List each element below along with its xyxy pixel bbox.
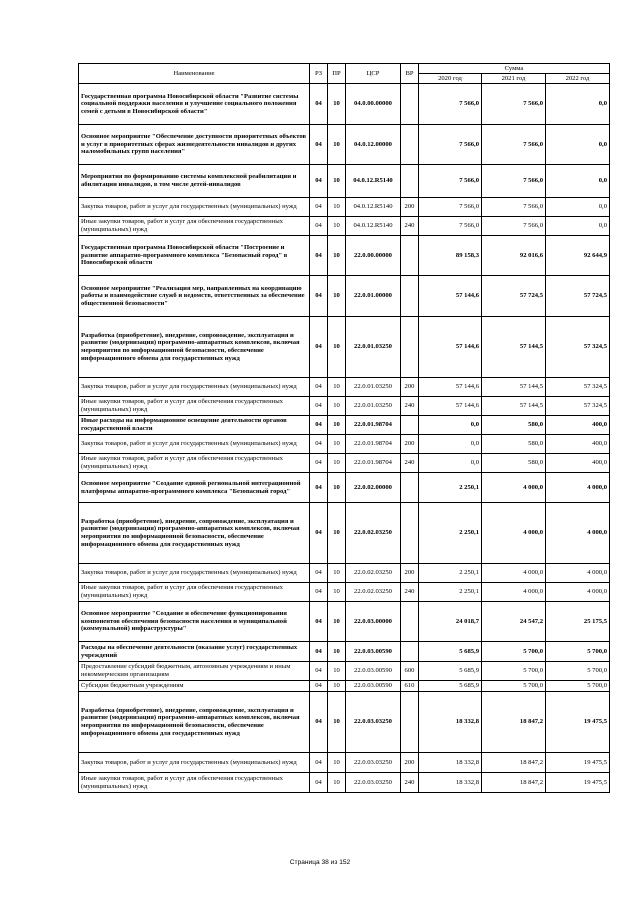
row-rz: 04	[310, 378, 328, 397]
table-row	[79, 165, 610, 198]
row-vr: 240	[401, 397, 419, 416]
header-pr: ПР	[328, 64, 346, 84]
row-sum-2021: 5 700,0	[482, 662, 546, 681]
row-vr	[401, 317, 419, 378]
row-sum-2022: 92 644,9	[546, 236, 610, 276]
row-vr	[401, 692, 419, 753]
row-pr: 10	[328, 564, 346, 583]
row-sum-2022: 57 324,5	[546, 317, 610, 378]
row-csr: 22.0.03.03250	[346, 773, 401, 793]
row-name: Иные закупки товаров, работ и услуг для обеспечения государственных (муниципальных) нужд	[79, 454, 310, 473]
row-vr: 200	[401, 378, 419, 397]
table-body	[79, 84, 610, 793]
row-sum-2021: 24 547,2	[482, 602, 546, 642]
row-name: Разработка (приобретение), внедрение, сопровождение, эксплуатация и развитие (модернизация) программно-аппаратных комплексов, включая мероприятия по информационной безопасности, обеспечение информационного обмена для государственных нужд	[79, 692, 310, 753]
row-sum-2020: 7 566,0	[419, 217, 482, 236]
table-row	[79, 564, 610, 583]
row-sum-2020: 2 250,1	[419, 473, 482, 503]
row-sum-2022: 19 475,5	[546, 692, 610, 753]
table-row	[79, 416, 610, 435]
row-sum-2021: 7 566,0	[482, 217, 546, 236]
table-row	[79, 473, 610, 503]
row-pr: 10	[328, 602, 346, 642]
row-pr: 10	[328, 662, 346, 681]
row-csr: 04.0.00.00000	[346, 84, 401, 125]
row-sum-2020: 7 566,0	[419, 84, 482, 125]
row-rz: 04	[310, 84, 328, 125]
row-vr: 240	[401, 454, 419, 473]
row-sum-2020: 57 144,6	[419, 276, 482, 317]
row-sum-2021: 18 847,2	[482, 773, 546, 793]
table-row	[79, 125, 610, 165]
row-rz: 04	[310, 276, 328, 317]
row-sum-2020: 18 332,8	[419, 753, 482, 773]
row-vr: 200	[401, 753, 419, 773]
row-rz: 04	[310, 435, 328, 454]
header-name: Наименование	[79, 64, 310, 84]
table-row	[79, 583, 610, 602]
row-sum-2020: 5 685,9	[419, 642, 482, 662]
row-sum-2020: 2 250,1	[419, 583, 482, 602]
row-rz: 04	[310, 602, 328, 642]
row-rz: 04	[310, 236, 328, 276]
row-sum-2021: 580,0	[482, 435, 546, 454]
row-name: Основное мероприятие "Реализация мер, направленных на координацию работы и взаимодействие служб и ведомств, ответственных за обеспечение общественной безопасности"	[79, 276, 310, 317]
row-rz: 04	[310, 773, 328, 793]
row-rz: 04	[310, 692, 328, 753]
row-sum-2020: 0,0	[419, 435, 482, 454]
row-sum-2020: 57 144,6	[419, 317, 482, 378]
budget-table	[78, 63, 610, 793]
row-name: Иные расходы на информационное освещение деятельности органов государственной власти	[79, 416, 310, 435]
row-pr: 10	[328, 681, 346, 692]
row-vr: 240	[401, 773, 419, 793]
row-sum-2020: 2 250,1	[419, 564, 482, 583]
row-csr: 22.0.01.98704	[346, 435, 401, 454]
row-csr: 22.0.02.00000	[346, 473, 401, 503]
row-vr: 200	[401, 564, 419, 583]
row-rz: 04	[310, 317, 328, 378]
row-rz: 04	[310, 165, 328, 198]
row-pr: 10	[328, 454, 346, 473]
row-pr: 10	[328, 317, 346, 378]
row-sum-2020: 7 566,0	[419, 165, 482, 198]
row-name: Субсидии бюджетным учреждениям	[79, 681, 310, 692]
table-row	[79, 317, 610, 378]
row-sum-2021: 5 700,0	[482, 681, 546, 692]
row-sum-2021: 4 000,0	[482, 583, 546, 602]
row-sum-2021: 7 566,0	[482, 165, 546, 198]
row-pr: 10	[328, 217, 346, 236]
row-sum-2020: 57 144,6	[419, 397, 482, 416]
row-vr	[401, 84, 419, 125]
row-sum-2020: 5 685,9	[419, 662, 482, 681]
row-sum-2022: 4 000,0	[546, 583, 610, 602]
row-sum-2021: 4 000,0	[482, 564, 546, 583]
row-sum-2020: 2 250,1	[419, 503, 482, 564]
row-sum-2021: 4 000,0	[482, 473, 546, 503]
row-csr: 22.0.02.03250	[346, 583, 401, 602]
row-vr: 240	[401, 583, 419, 602]
row-name: Закупка товаров, работ и услуг для государственных (муниципальных) нужд	[79, 753, 310, 773]
table-row	[79, 198, 610, 217]
row-pr: 10	[328, 773, 346, 793]
row-rz: 04	[310, 503, 328, 564]
row-name: Закупка товаров, работ и услуг для государственных (муниципальных) нужд	[79, 435, 310, 454]
row-pr: 10	[328, 125, 346, 165]
row-pr: 10	[328, 416, 346, 435]
row-vr: 610	[401, 681, 419, 692]
row-rz: 04	[310, 681, 328, 692]
row-pr: 10	[328, 236, 346, 276]
row-rz: 04	[310, 454, 328, 473]
table-row	[79, 662, 610, 681]
row-csr: 22.0.02.03250	[346, 503, 401, 564]
row-csr: 04.0.12.R5140	[346, 217, 401, 236]
row-sum-2020: 7 566,0	[419, 125, 482, 165]
table-row	[79, 692, 610, 753]
row-vr	[401, 642, 419, 662]
row-sum-2021: 92 016,6	[482, 236, 546, 276]
table-row	[79, 753, 610, 773]
row-sum-2021: 5 700,0	[482, 642, 546, 662]
row-pr: 10	[328, 583, 346, 602]
row-sum-2021: 18 847,2	[482, 753, 546, 773]
header-csr: ЦСР	[346, 64, 401, 84]
row-name: Иные закупки товаров, работ и услуг для обеспечения государственных (муниципальных) нужд	[79, 583, 310, 602]
row-name: Мероприятия по формированию системы комплексной реабилитации и абилитации инвалидов, в том числе детей-инвалидов	[79, 165, 310, 198]
table-row	[79, 454, 610, 473]
row-vr: 200	[401, 435, 419, 454]
row-vr	[401, 236, 419, 276]
row-csr: 22.0.02.03250	[346, 564, 401, 583]
row-sum-2020: 7 566,0	[419, 198, 482, 217]
row-sum-2021: 57 724,5	[482, 276, 546, 317]
row-sum-2022: 4 000,0	[546, 564, 610, 583]
row-sum-2021: 18 847,2	[482, 692, 546, 753]
row-sum-2022: 25 175,5	[546, 602, 610, 642]
row-sum-2022: 0,0	[546, 165, 610, 198]
row-rz: 04	[310, 217, 328, 236]
row-vr	[401, 602, 419, 642]
row-pr: 10	[328, 198, 346, 217]
row-sum-2021: 7 566,0	[482, 125, 546, 165]
row-pr: 10	[328, 84, 346, 125]
row-csr: 04.0.12.00000	[346, 125, 401, 165]
row-pr: 10	[328, 378, 346, 397]
table-row	[79, 642, 610, 662]
row-name: Закупка товаров, работ и услуг для государственных (муниципальных) нужд	[79, 564, 310, 583]
row-sum-2022: 5 700,0	[546, 642, 610, 662]
row-pr: 10	[328, 753, 346, 773]
row-sum-2022: 400,0	[546, 454, 610, 473]
row-name: Государственная программа Новосибирской области "Развитие системы социальной поддержки населения и улучшение социального положения семей с детьми в Новосибирской области"	[79, 84, 310, 125]
row-rz: 04	[310, 416, 328, 435]
row-sum-2022: 57 324,5	[546, 397, 610, 416]
row-sum-2021: 4 000,0	[482, 503, 546, 564]
table-row	[79, 236, 610, 276]
row-sum-2021: 580,0	[482, 454, 546, 473]
row-csr: 22.0.03.00590	[346, 681, 401, 692]
row-csr: 22.0.00.00000	[346, 236, 401, 276]
table-row	[79, 681, 610, 692]
table-row	[79, 378, 610, 397]
row-csr: 22.0.01.98704	[346, 454, 401, 473]
row-sum-2021: 57 144,5	[482, 397, 546, 416]
table-row	[79, 602, 610, 642]
row-sum-2022: 4 000,0	[546, 503, 610, 564]
row-csr: 22.0.03.00000	[346, 602, 401, 642]
row-name: Закупка товаров, работ и услуг для государственных (муниципальных) нужд	[79, 198, 310, 217]
row-rz: 04	[310, 662, 328, 681]
row-sum-2021: 57 144,5	[482, 317, 546, 378]
row-csr: 22.0.01.03250	[346, 317, 401, 378]
table-row	[79, 84, 610, 125]
row-vr: 600	[401, 662, 419, 681]
row-sum-2020: 24 018,7	[419, 602, 482, 642]
row-name: Закупка товаров, работ и услуг для государственных (муниципальных) нужд	[79, 378, 310, 397]
row-csr: 22.0.01.03250	[346, 397, 401, 416]
row-sum-2022: 57 724,5	[546, 276, 610, 317]
header-year-2022: 2022 год	[546, 74, 610, 84]
row-rz: 04	[310, 583, 328, 602]
row-rz: 04	[310, 642, 328, 662]
row-vr	[401, 165, 419, 198]
row-pr: 10	[328, 397, 346, 416]
row-name: Иные закупки товаров, работ и услуг для обеспечения государственных (муниципальных) нужд	[79, 773, 310, 793]
row-name: Разработка (приобретение), внедрение, сопровождение, эксплуатация и развитие (модернизация) программно-аппаратных комплексов, включая мероприятия по информационной безопасности, обеспечение информационного обмена для государственных нужд	[79, 317, 310, 378]
row-sum-2021: 57 144,5	[482, 378, 546, 397]
row-vr	[401, 416, 419, 435]
row-csr: 22.0.01.00000	[346, 276, 401, 317]
header-rz: РЗ	[310, 64, 328, 84]
row-name: Предоставление субсидий бюджетным, автономным учреждениям и иным некоммерческим организациям	[79, 662, 310, 681]
row-pr: 10	[328, 692, 346, 753]
row-csr: 04.0.12.R5140	[346, 198, 401, 217]
row-pr: 10	[328, 276, 346, 317]
table-row	[79, 773, 610, 793]
header-year-2021: 2021 год	[482, 74, 546, 84]
row-pr: 10	[328, 165, 346, 198]
row-sum-2021: 580,0	[482, 416, 546, 435]
row-csr: 22.0.01.98704	[346, 416, 401, 435]
row-sum-2022: 5 700,0	[546, 681, 610, 692]
row-name: Основное мероприятие "Создание единой региональной интеграционной платформы аппаратно-программного комплекса "Безопасный город"	[79, 473, 310, 503]
table-row	[79, 276, 610, 317]
row-sum-2022: 0,0	[546, 84, 610, 125]
row-sum-2022: 0,0	[546, 125, 610, 165]
row-sum-2020: 0,0	[419, 416, 482, 435]
row-vr: 200	[401, 198, 419, 217]
row-vr: 240	[401, 217, 419, 236]
row-name: Разработка (приобретение), внедрение, сопровождение, эксплуатация и развитие (модернизация) программно-аппаратных комплексов, включая мероприятия по информационной безопасности, обеспечение информационного обмена для государственных нужд	[79, 503, 310, 564]
table-row	[79, 217, 610, 236]
row-rz: 04	[310, 473, 328, 503]
row-rz: 04	[310, 397, 328, 416]
row-name: Расходы на обеспечение деятельности (оказание услуг) государственных учреждений	[79, 642, 310, 662]
row-pr: 10	[328, 435, 346, 454]
table-row	[79, 397, 610, 416]
row-csr: 22.0.01.03250	[346, 378, 401, 397]
page-footer: Страница 38 из 152	[289, 859, 351, 866]
header-vr: ВР	[401, 64, 419, 84]
row-name: Основное мероприятие "Создание и обеспечение функционирования компонентов обеспечения безопасности населения и муниципальной (коммунальной) инфраструктуры"	[79, 602, 310, 642]
row-name: Государственная программа Новосибирской области "Построение и развитие аппаратно-программного комплекса "Безопасный город" в Новосибирской области	[79, 236, 310, 276]
row-name: Иные закупки товаров, работ и услуг для обеспечения государственных (муниципальных) нужд	[79, 397, 310, 416]
row-rz: 04	[310, 198, 328, 217]
row-sum-2022: 57 324,5	[546, 378, 610, 397]
row-sum-2022: 5 700,0	[546, 662, 610, 681]
row-sum-2020: 57 144,6	[419, 378, 482, 397]
row-sum-2020: 18 332,8	[419, 773, 482, 793]
row-csr: 04.0.12.R5140	[346, 165, 401, 198]
row-csr: 22.0.03.00590	[346, 642, 401, 662]
header-sum: Сумма	[419, 64, 610, 74]
row-pr: 10	[328, 642, 346, 662]
row-sum-2020: 5 685,9	[419, 681, 482, 692]
row-vr	[401, 473, 419, 503]
row-csr: 22.0.03.03250	[346, 753, 401, 773]
row-sum-2022: 0,0	[546, 217, 610, 236]
row-csr: 22.0.03.03250	[346, 692, 401, 753]
row-vr	[401, 276, 419, 317]
row-sum-2022: 4 000,0	[546, 473, 610, 503]
row-sum-2022: 400,0	[546, 435, 610, 454]
row-sum-2020: 18 332,8	[419, 692, 482, 753]
row-rz: 04	[310, 125, 328, 165]
table-row	[79, 503, 610, 564]
row-vr	[401, 503, 419, 564]
row-csr: 22.0.03.00590	[346, 662, 401, 681]
row-rz: 04	[310, 564, 328, 583]
row-name: Иные закупки товаров, работ и услуг для обеспечения государственных (муниципальных) нужд	[79, 217, 310, 236]
row-sum-2021: 7 566,0	[482, 84, 546, 125]
row-pr: 10	[328, 503, 346, 564]
row-rz: 04	[310, 753, 328, 773]
row-sum-2020: 89 158,3	[419, 236, 482, 276]
row-sum-2022: 400,0	[546, 416, 610, 435]
table-row	[79, 435, 610, 454]
row-sum-2022: 0,0	[546, 198, 610, 217]
row-pr: 10	[328, 473, 346, 503]
row-vr	[401, 125, 419, 165]
row-sum-2021: 7 566,0	[482, 198, 546, 217]
row-sum-2022: 19 475,5	[546, 753, 610, 773]
row-sum-2022: 19 475,5	[546, 773, 610, 793]
row-sum-2020: 0,0	[419, 454, 482, 473]
row-name: Основное мероприятие "Обеспечение доступности приоритетных объектов и услуг в приоритетных сферах жизнедеятельности инвалидов и других маломобильных групп населения"	[79, 125, 310, 165]
header-year-2020: 2020 год	[419, 74, 482, 84]
